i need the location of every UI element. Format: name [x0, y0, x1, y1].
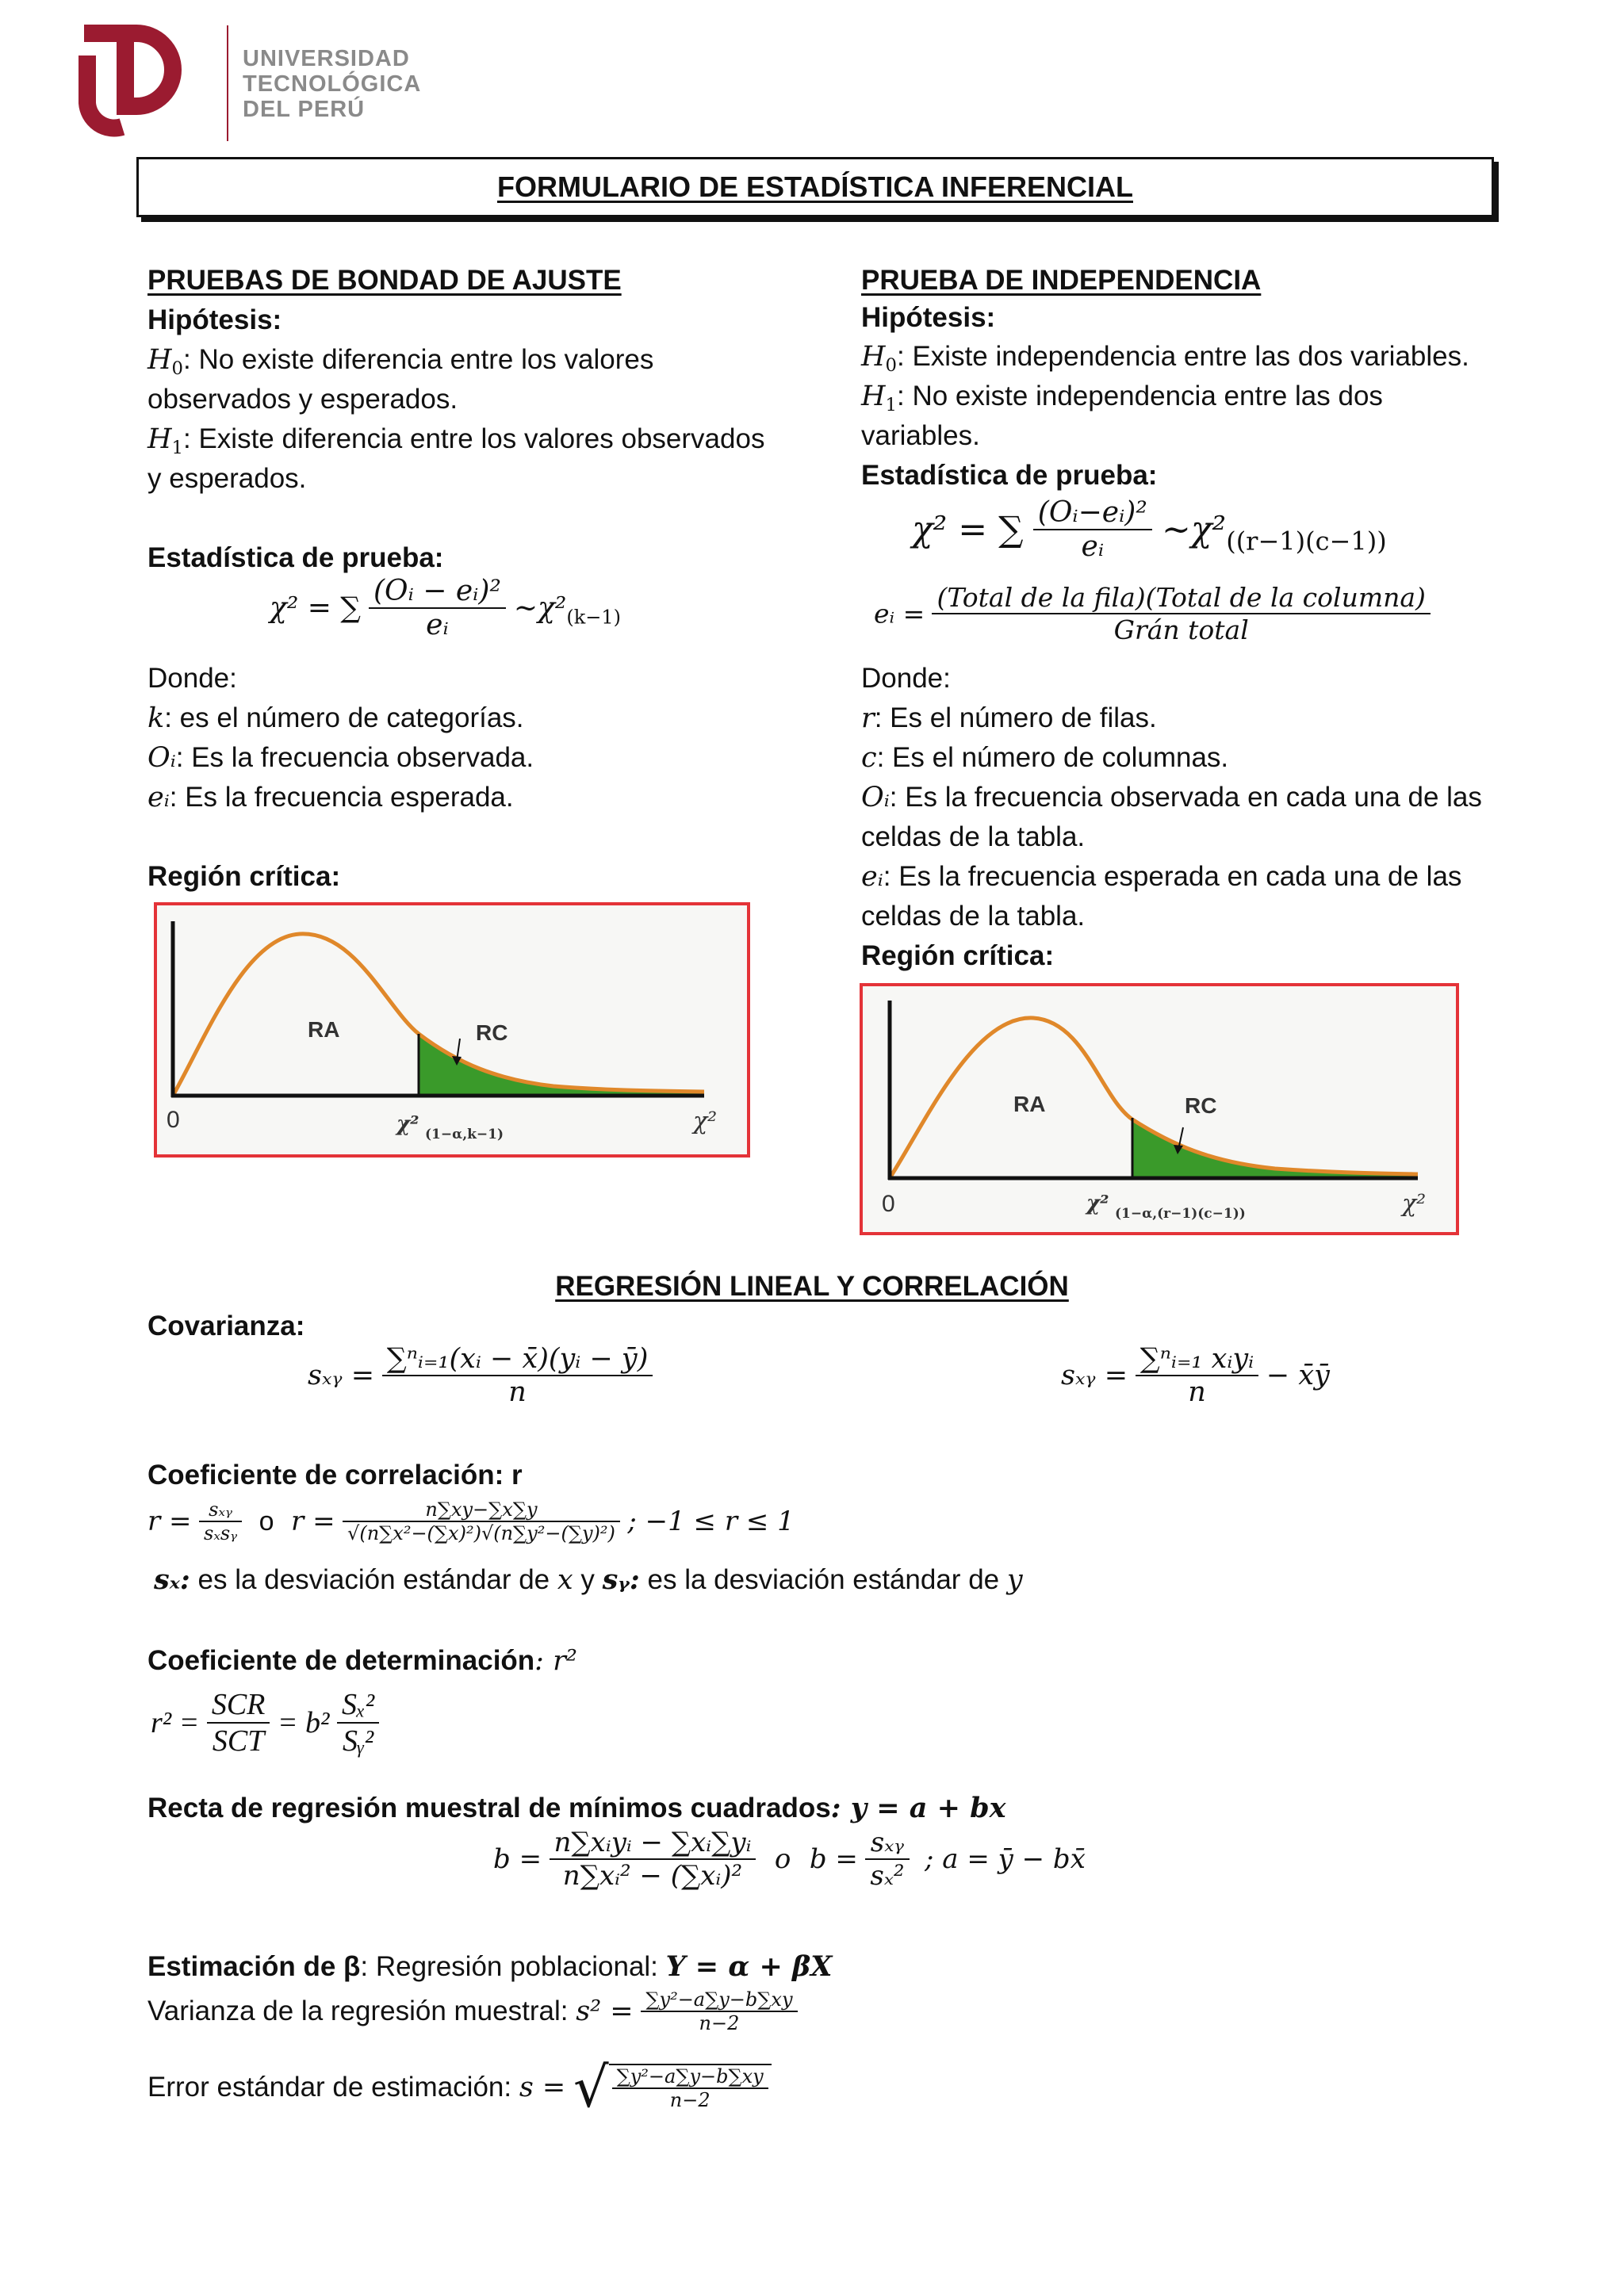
right-c-symbol: c [861, 742, 877, 774]
err-num: ∑y²−a∑y−b∑xy [612, 2065, 768, 2089]
left-h1-sub: 1 [171, 437, 184, 458]
regression-heading: REGRESIÓN LINEAL Y CORRELACIÓN [555, 1271, 1069, 1302]
right-o-def [861, 778, 1482, 817]
left-o-def [147, 738, 534, 778]
left-h0-cont: observados y esperados. [147, 384, 458, 415]
right-c-def [861, 738, 1228, 778]
title-box [136, 157, 1494, 217]
sy-symbol: sᵧ: [602, 1563, 640, 1596]
right-e-def [861, 857, 1461, 897]
right-formula-rhs-sub: ((r−1)(c−1)) [1226, 526, 1387, 557]
left-stat-label: Estadística de prueba: [147, 542, 444, 573]
left-region-label: Región crítica: [147, 861, 341, 892]
cov2-rhs: − x̄ȳ [1266, 1360, 1330, 1391]
r2-lhs: r = [291, 1506, 335, 1537]
left-hypothesis-label: Hipótesis: [147, 304, 282, 335]
left-h0-sub: 0 [171, 358, 184, 379]
right-donde: Donde: [861, 663, 951, 694]
right-r-text: : Es el número de filas. [874, 702, 1157, 733]
logo [76, 24, 219, 143]
utp-logo-icon [76, 24, 219, 143]
b-den: n∑xᵢ² − (∑xᵢ)² [562, 1860, 743, 1892]
logo-text [243, 46, 421, 122]
left-formula-rhs: ~χ² [513, 591, 567, 625]
right-e-lhs: eᵢ = [874, 598, 925, 629]
right-chart [860, 983, 1459, 1235]
left-formula-den: eᵢ [426, 609, 449, 641]
logo-line-1: UNIVERSIDAD [243, 46, 410, 71]
cov1-num: ∑ⁿᵢ₌₁(xᵢ − x̄)(yᵢ − ȳ) [382, 1343, 653, 1376]
line-eq: : y = a + bx [830, 1792, 1006, 1824]
cov2-num: ∑ⁿᵢ₌₁ xᵢyᵢ [1136, 1343, 1258, 1376]
b2-lhs: b = [809, 1843, 858, 1875]
right-o-cont: celdas de la tabla. [861, 821, 1086, 852]
left-o-symbol: Oᵢ [147, 742, 176, 774]
right-hypothesis-label: Hipótesis: [861, 302, 996, 333]
r2-frac [343, 1498, 620, 1544]
sqrt-icon: √ [573, 2055, 609, 2120]
cov2-frac [1136, 1343, 1258, 1408]
det-frac [207, 1687, 270, 1758]
det-formula [151, 1687, 379, 1758]
right-h0-text: : Existe independencia entre las dos variables. [897, 341, 1469, 372]
right-chart-ra: RA [1013, 1092, 1046, 1116]
beta-label: Estimación de β [147, 1951, 361, 1982]
right-e-cont: celdas de la tabla. [861, 901, 1086, 932]
right-e-symbol: eᵢ [861, 861, 883, 893]
left-chart-origin: 0 [167, 1107, 180, 1133]
cov1-den: n [508, 1376, 527, 1408]
cov-formula-2 [1061, 1343, 1330, 1408]
b-num: n∑xᵢyᵢ − ∑xᵢ∑yᵢ [550, 1827, 756, 1860]
right-stat-label: Estadística de prueba: [861, 460, 1158, 491]
var-line [147, 1988, 798, 2034]
var-frac [641, 1988, 797, 2034]
var-label: Varianza de la regresión muestral: [147, 1996, 569, 2026]
r2-den: √(n∑x²−(∑x)²)√(n∑y²−(∑y)²) [347, 1522, 615, 1544]
left-h1-symbol: H [147, 423, 172, 455]
right-h0-symbol: H [861, 341, 886, 373]
page-title: FORMULARIO DE ESTADÍSTICA INFERENCIAL [497, 170, 1133, 203]
right-e-num: (Total de la fila)(Total de la columna) [932, 582, 1430, 614]
var-lhs: s² = [576, 1996, 634, 2027]
left-formula-lhs: χ² = ∑ [270, 591, 361, 625]
line-label: Recta de regresión muestral de mínimos cuadrados [147, 1793, 831, 1823]
det-label: Coeficiente de determinación [147, 1645, 535, 1676]
right-e-text: : Es la frecuencia esperada en cada una de las [883, 861, 1462, 892]
err-frac [612, 2065, 768, 2111]
right-formula-den: eᵢ [1081, 530, 1105, 563]
line-label-line [147, 1789, 1006, 1828]
r-lhs: r = [147, 1506, 192, 1537]
right-chart-xlabel: χ² [1402, 1190, 1427, 1218]
right-h1-symbol: H [861, 381, 886, 412]
sx-sep: y [580, 1564, 595, 1595]
cov1-frac [382, 1343, 653, 1408]
right-o-symbol: Oᵢ [861, 782, 890, 813]
right-h1-text: : No existe independencia entre las dos [897, 381, 1383, 411]
r-frac [199, 1498, 242, 1544]
left-h0-symbol: H [147, 344, 172, 376]
var-den: n−2 [699, 2012, 740, 2034]
right-h0-sub: 0 [885, 354, 898, 376]
b-lhs: b = [493, 1843, 542, 1875]
b-frac [550, 1827, 756, 1892]
left-heading: PRUEBAS DE BONDAD DE AJUSTE [147, 265, 622, 296]
right-o-text: : Es la frecuencia observada en cada una de las [889, 782, 1482, 813]
beta-eq: Y = α + βX [665, 1950, 833, 1983]
right-h1-sub: 1 [885, 394, 898, 415]
det-den-2: Sᵧ² [342, 1724, 374, 1758]
cov2-lhs: sₓᵧ = [1061, 1360, 1128, 1391]
b2-frac [865, 1827, 909, 1892]
corr-formula [147, 1498, 795, 1544]
left-chart-critical-sub: (1−α,k−1) [425, 1127, 504, 1142]
b2-num: sₓᵧ [865, 1827, 909, 1860]
left-o-text: : Es la frecuencia observada. [175, 742, 534, 773]
right-region-label: Región crítica: [861, 940, 1055, 971]
left-formula-num: (Oᵢ − eᵢ)² [369, 575, 506, 609]
left-chart-ra: RA [308, 1017, 340, 1042]
det-num: SCR [207, 1687, 270, 1724]
r2-num: n∑xy−∑x∑y [343, 1498, 620, 1522]
corr-label: Coeficiente de correlación: r [147, 1460, 523, 1490]
right-heading: PRUEBA DE INDEPENDENCIA [861, 265, 1262, 296]
err-sqrt [609, 2064, 772, 2111]
left-chart-xlabel: χ² [693, 1108, 718, 1135]
left-h1-cont: y esperados. [147, 463, 307, 494]
right-chart-critical: χ² [1086, 1192, 1109, 1215]
left-k-symbol: k [147, 702, 165, 734]
beta-line [147, 1947, 832, 1987]
cov1-lhs: sₓᵧ = [308, 1360, 375, 1391]
left-chart-critical: χ² [396, 1112, 419, 1136]
sx-var: x [557, 1564, 573, 1596]
cov-label: Covarianza: [147, 1311, 305, 1341]
left-h0-text: : No existe diferencia entre los valores [183, 344, 654, 375]
right-c-text: : Es el número de columnas. [876, 742, 1229, 773]
left-e-text: : Es la frecuencia esperada. [169, 782, 514, 813]
left-formula-rhs-sub: (k−1) [566, 606, 621, 629]
sx-sy-def [154, 1560, 1023, 1600]
r-range: ; −1 ≤ r ≤ 1 [627, 1506, 795, 1537]
right-chart-critical-sub: (1−α,(r−1)(c−1)) [1115, 1206, 1246, 1222]
right-formula-lhs: χ² = ∑ [912, 509, 1024, 550]
sy-var: y [1006, 1564, 1023, 1596]
left-chart-rc: RC [476, 1020, 508, 1045]
left-k-def [147, 698, 524, 738]
det-label-line [147, 1641, 577, 1681]
det-mid: = b² [277, 1706, 330, 1739]
b-formula [493, 1827, 1086, 1892]
var-num: ∑y²−a∑y−b∑xy [641, 1988, 797, 2012]
det-lhs: r² = [151, 1706, 200, 1739]
right-h1-cont: variables. [861, 420, 980, 451]
err-lhs: s = [519, 2072, 566, 2103]
left-donde: Donde: [147, 663, 237, 694]
r-or: o [259, 1506, 274, 1536]
logo-line-2: TECNOLÓGICA [243, 71, 422, 97]
right-formula-num: (Oᵢ−eᵢ)² [1033, 496, 1152, 530]
det-num-2: Sₓ² [337, 1687, 379, 1724]
right-e-formula [874, 582, 1431, 645]
sx-symbol: sₓ: [154, 1563, 190, 1596]
b2-den: sₓ² [870, 1860, 905, 1892]
a-eq: ; a = ȳ − bx̄ [924, 1843, 1086, 1875]
det-symbol: : r² [534, 1645, 577, 1677]
left-k-text: : es el número de categorías. [164, 702, 524, 733]
cov2-den: n [1188, 1376, 1206, 1408]
right-chart-origin: 0 [882, 1191, 895, 1217]
r-num: sₓᵧ [199, 1498, 242, 1522]
det-den: SCT [212, 1724, 265, 1758]
left-e-def [147, 778, 514, 817]
right-r-def [861, 698, 1157, 738]
b-or: o [774, 1843, 791, 1875]
err-label: Error estándar de estimación: [147, 2072, 512, 2103]
sy-text: es la desviación estándar de [647, 1564, 1000, 1595]
right-e-frac [932, 582, 1430, 645]
err-line [147, 2055, 772, 2120]
left-e-symbol: eᵢ [147, 782, 170, 813]
sx-text: es la desviación estándar de [197, 1564, 550, 1595]
err-den: n−2 [669, 2089, 710, 2111]
left-chart [154, 902, 750, 1158]
logo-divider [227, 25, 228, 141]
right-e-den: Grán total [1113, 614, 1249, 645]
cov-formula-1 [308, 1343, 653, 1408]
right-r-symbol: r [861, 702, 875, 734]
right-formula-frac [1033, 496, 1152, 563]
r-den: sₓsᵧ [204, 1522, 238, 1544]
right-chart-rc: RC [1185, 1093, 1217, 1118]
right-formula [912, 496, 1387, 563]
left-formula [270, 575, 621, 641]
det-frac-2 [337, 1687, 379, 1758]
beta-text: : Regresión poblacional: [360, 1951, 658, 1982]
right-formula-rhs: ~χ² [1162, 509, 1227, 550]
left-h1-text: : Existe diferencia entre los valores observados [183, 423, 765, 454]
left-formula-frac [369, 575, 506, 641]
logo-line-3: DEL PERÚ [243, 97, 366, 122]
